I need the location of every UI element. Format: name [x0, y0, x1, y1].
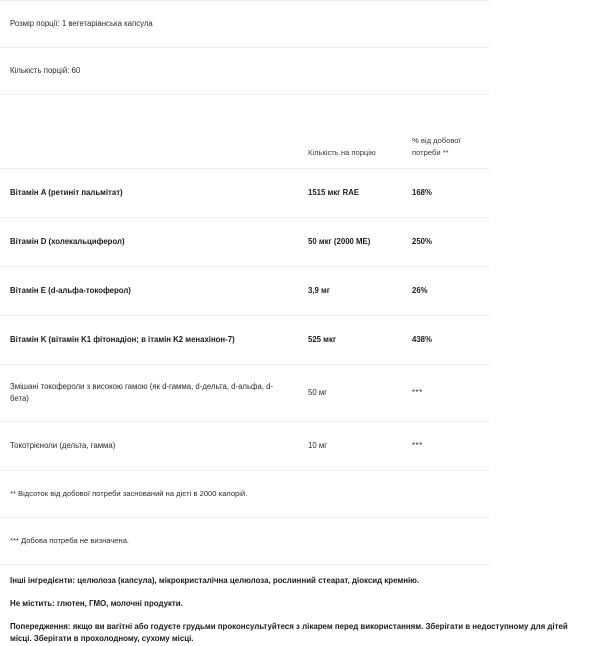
free-from-text: Не містить: глютен, ГМО, молочні продукти.	[10, 598, 183, 608]
table-body	[0, 1, 490, 565]
nutrient-daily-value: 250%	[402, 218, 490, 267]
header-nutrient-name	[0, 95, 298, 169]
table-row	[0, 218, 490, 267]
nutrient-amount: 50 мкг (2000 МЕ)	[298, 218, 402, 267]
table-row	[0, 169, 490, 218]
warning-text: Попередження: якщо ви вагітні або годуєте грудьми проконсультуйтеся з лікарем перед використанням. Зберігати в недоступному для дітей місці. Зберігати в прохолодному, сухому місці.	[10, 621, 568, 644]
nutrient-daily-value: 438%	[402, 316, 490, 365]
nutrient-amount: 525 мкг	[298, 316, 402, 365]
nutrient-name: Вітамін D (холекальциферол)	[0, 218, 298, 267]
footnote-row-not-established	[0, 518, 490, 565]
nutrient-name: Вітамін K (вітамін K1 фітонадіон; в ітамін K2 менахінон-7)	[0, 316, 298, 365]
nutrient-daily-value: ***	[402, 365, 490, 422]
servings-per-container-row	[0, 48, 490, 95]
header-daily-value: % від добової потреби **	[402, 95, 490, 169]
additional-info-section	[0, 565, 600, 646]
nutrient-daily-value: 26%	[402, 267, 490, 316]
table-row	[0, 267, 490, 316]
footnote-not-established: *** Добова потреба не визначена.	[0, 518, 490, 565]
table-header-row	[0, 95, 490, 169]
table-row	[0, 422, 490, 471]
nutrient-name: Токотрієноли (дельта, гамма)	[0, 422, 298, 471]
header-amount-per-serving: Кількість на порцію	[298, 95, 402, 169]
footnote-daily-value-basis: ** Відсоток від добової потреби заснований на дієті в 2000 калорій.	[0, 471, 490, 518]
nutrient-amount: 50 мг	[298, 365, 402, 422]
serving-size-row	[0, 1, 490, 48]
other-ingredients-text: Інші інгредієнти: целюлоза (капсула), мікрокристалічна целюлоза, рослинний стеарат, діоксид кремнію.	[10, 576, 420, 585]
nutrient-name: Вітамін E (d-альфа-токоферол)	[0, 267, 298, 316]
nutrient-amount: 3,9 мг	[298, 267, 402, 316]
nutrient-amount: 10 мг	[298, 422, 402, 471]
serving-size-label: Розмір порції: 1 вегетаріанська капсула	[0, 1, 490, 48]
table-row	[0, 316, 490, 365]
nutrient-name: Змішані токофероли з високою гамою (як d-гамма, d-дельта, d-альфа, d-бета)	[0, 365, 298, 422]
nutrient-daily-value: ***	[402, 422, 490, 471]
nutrient-daily-value: 168%	[402, 169, 490, 218]
nutrient-name: Вітамін A (ретиніт пальмітат)	[0, 169, 298, 218]
nutrient-amount: 1515 мкг RAE	[298, 169, 402, 218]
footnote-row-daily-value-basis	[0, 471, 490, 518]
table-row	[0, 365, 490, 422]
servings-per-container-label: Кількість порцій: 60	[0, 48, 490, 95]
